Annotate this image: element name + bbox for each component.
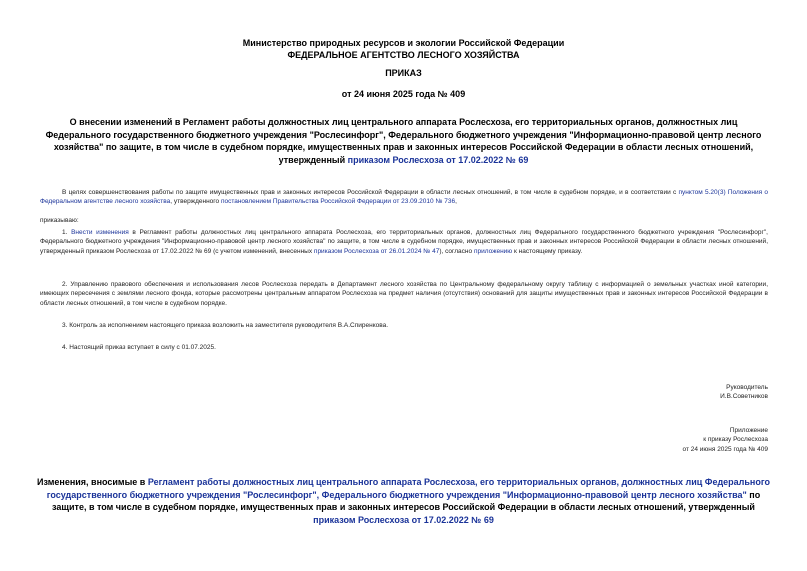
preamble-paragraph <box>40 188 768 207</box>
ministry-name: Министерство природных ресурсов и экологии Российской Федерации <box>242 38 565 48</box>
preamble-text-2: , утвержденного <box>170 198 221 206</box>
preamble-text-1: В целях совершенствования работы по защите имущественных прав и законных интересов Российской Федерации в области лесных отношений, в том числе в судебном порядке, и в соответствии с <box>62 189 679 196</box>
title-order-link[interactable]: приказом Рослесхоза от 17.02.2022 № 69 <box>347 154 529 165</box>
appendix-date: от 24 июня 2025 года № 409 <box>682 445 768 453</box>
signature-name: И.В.Советников <box>720 393 768 401</box>
title-text: О внесении изменений в Регламент работы должностных лиц центрального аппарата Рослесхоза, его территориальных органов, должностных лиц Федерального государственного бюджетного учреждения "Рослесинфорг", Федерального бюджетного учреждения "Информационно-правовой центр лесного хозяйства" по защите, в том числе в судебном порядке, имущественных прав и законных интересов Российской Федерации в области лесных отношений, утвержденный <box>45 117 762 165</box>
order-word: приказываю: <box>40 217 79 224</box>
preamble-link-regulation[interactable]: пунктом 5.20(3) Положения о Федеральном агентстве лесного хозяйства <box>40 189 768 206</box>
item1-text-end: к настоящему приказу. <box>512 247 583 255</box>
signature-block <box>720 383 768 402</box>
doc-date-number: от 24 июня 2025 года № 409 <box>341 89 466 99</box>
item1-link-amendment[interactable]: приказом Рослесхоза от 26.01.2024 № 47 <box>313 247 440 255</box>
item1-text-according: ), согласно <box>439 247 474 255</box>
doc-type: ПРИКАЗ <box>385 68 422 78</box>
appendix-block <box>682 426 768 454</box>
item1-link-changes[interactable]: изменения <box>96 229 129 236</box>
preamble-text-3: , <box>455 198 457 206</box>
document-header <box>0 37 807 61</box>
item1-link-appendix[interactable]: приложению <box>473 247 513 255</box>
signature-position: Руководитель <box>726 384 768 391</box>
changes-text-2: по защите, в том числе в судебном порядке, имущественных прав и законных интересов Российской Федерации в области лесных отношений, утвержденный <box>52 489 761 512</box>
changes-title <box>36 476 771 526</box>
order-item-3: 3. Контроль за исполнением настоящего приказа возложить на заместителя руководителя В.А.Спиренкова. <box>62 322 389 329</box>
appendix-label: Приложение <box>729 427 768 434</box>
document-title <box>36 116 771 166</box>
order-item-1 <box>40 228 768 256</box>
appendix-to-order: к приказу Рослесхоза <box>703 436 768 444</box>
item1-number: 1. <box>62 229 72 236</box>
order-item-2: 2. Управлению правового обеспечения и использования лесов Рослесхоза передать в Департамент лесного хозяйства по Центральному федеральному округу таблицу с информацией о земельных участках иной категории, имеющих пересечения с землями лесного фонда, которые рассмотрены центральным аппаратом Рослесхоза на предмет наличия (отсутствия) оснований для защиты имущественных прав и законных интересов Российской Федерации в области лесных отношений, в том числе в судебном порядке. <box>40 281 768 307</box>
changes-link-regulation[interactable]: Регламент работы должностных лиц центрального аппарата Рослесхоза, его территориальных органов, должностных лиц Федерального государственного бюджетного учреждения "Рослесинфорг", Федерального бюджетного учреждения "Информационно-правовой центр лесного хозяйства" <box>46 477 770 500</box>
order-item-4: 4. Настоящий приказ вступает в силу с 01.07.2025. <box>62 344 216 351</box>
preamble-link-decree[interactable]: постановлением Правительства Российской Федерации от 23.09.2010 № 736 <box>220 198 456 206</box>
changes-text-1: Изменения, вносимые в <box>37 477 148 487</box>
changes-link-order[interactable]: приказом Рослесхоза от 17.02.2022 № 69 <box>313 514 494 525</box>
item1-text-main: в Регламент работы должностных лиц центрального аппарата Рослесхоза, его территориальных органов, должностных лиц Федерального государственного бюджетного учреждения "Рослесинфорг", Федерального бюджетного учреждения "Информационно-правовой центр лесного хозяйства" по защите, в том числе в судебном порядке, имущественных прав и законных интересов Российской Федерации в области лесных отношений, утвержденный приказом Рослесхоза от 17.02.2022 № 69 (с учетом изменений, внесенных <box>40 229 768 255</box>
item1-link-vnesti[interactable]: Внести <box>71 229 93 236</box>
agency-name: ФЕДЕРАЛЬНОЕ АГЕНТСТВО ЛЕСНОГО ХОЗЯЙСТВА <box>287 50 520 60</box>
